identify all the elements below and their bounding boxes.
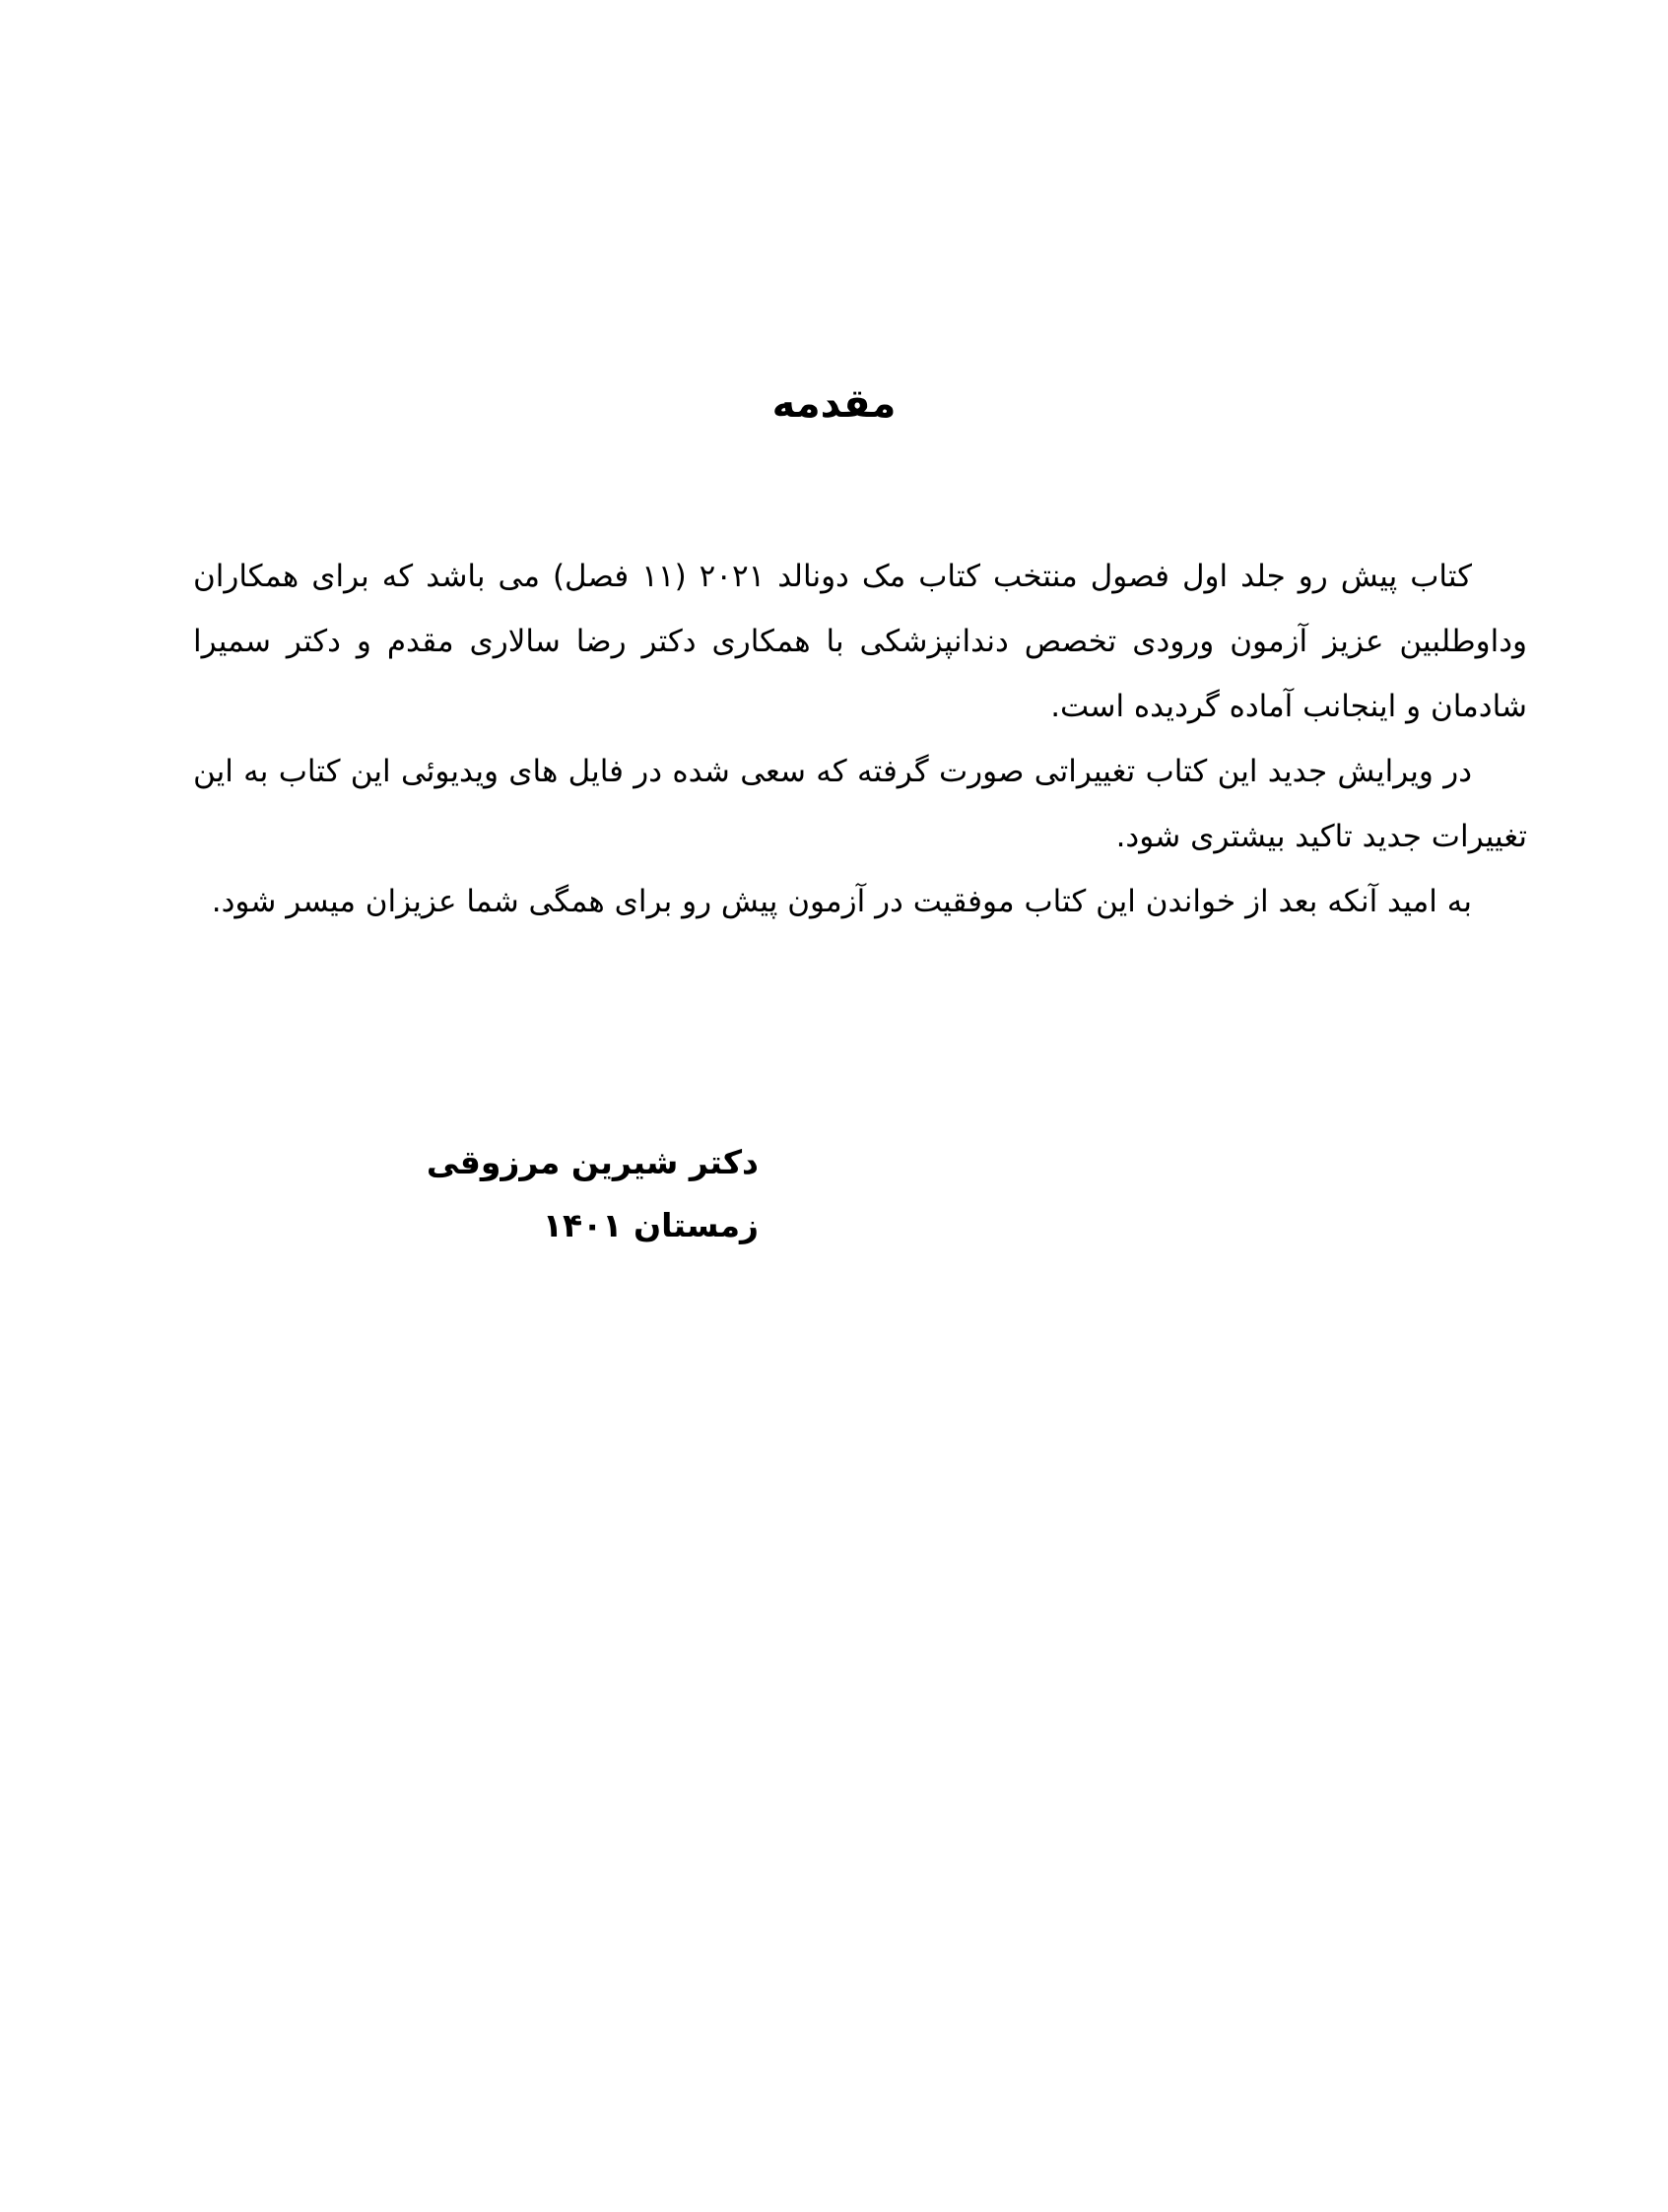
paragraph-1: کتاب پیش رو جلد اول فصول منتخب کتاب مک دونالد ۲۰۲۱ (۱۱ فصل) می باشد که برای همکاران وداوطلبین عزیز آزمون ورودی تخصص دندانپزشکی با همکاری دکتر رضا سالاری مقدم و دکتر سمیرا شادمان و اینجانب آماده گردیده است. <box>193 559 1527 724</box>
paragraph-2: در ویرایش جدید این کتاب تغییراتی صورت گرفته که سعی شده در فایل های ویدیوئی این کتاب به این تغییرات جدید تاکید بیشتری شود. <box>193 754 1527 854</box>
author-name: دکتر شیرین مرزوقی <box>426 1143 759 1181</box>
preface-body <box>193 544 1527 934</box>
page-title: مقدمه <box>771 381 897 427</box>
signature-block <box>296 1131 759 1257</box>
paragraph-3: به امید آنکه بعد از خواندن این کتاب موفقیت در آزمون پیش رو برای همگی شما عزیزان میسر شود. <box>211 884 1472 919</box>
signature-date: زمستان ۱۴۰۱ <box>542 1206 759 1244</box>
